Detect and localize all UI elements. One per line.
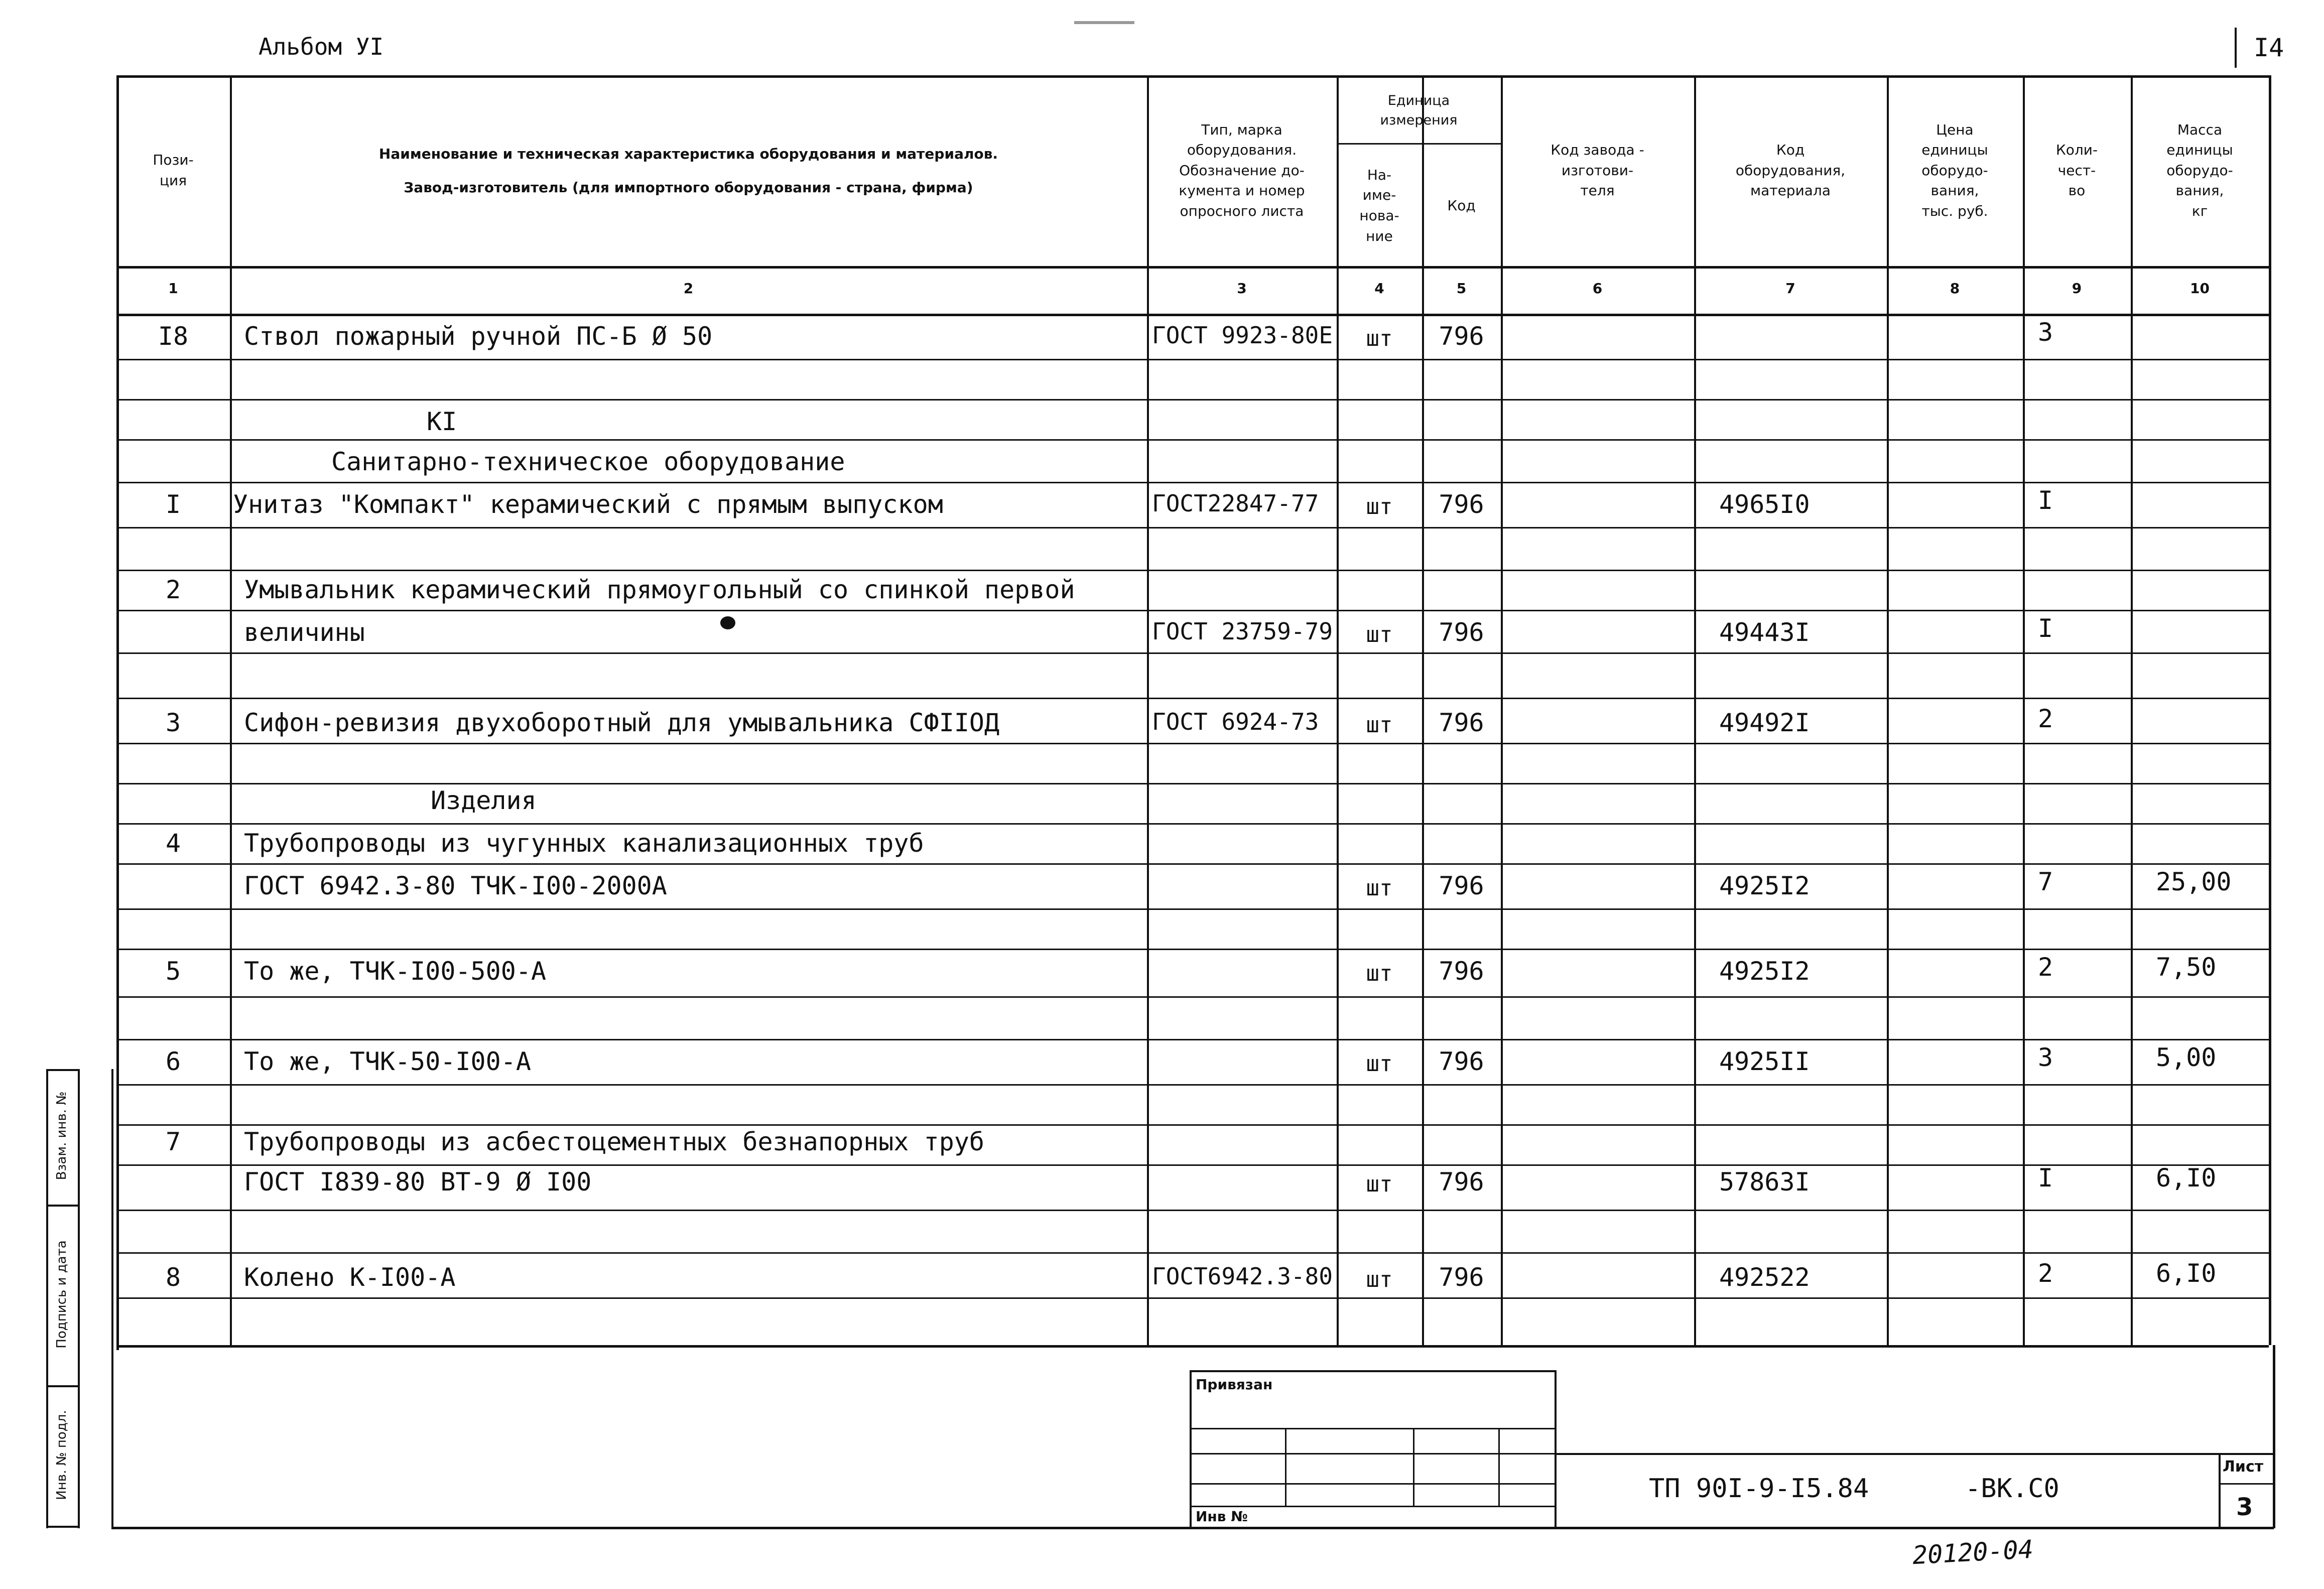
row-unit: шт [1366,1051,1393,1077]
row-name: Ствол пожарный ручной ПС-Б Ø 50 [244,322,713,351]
row-material-code: 49443I [1719,618,1810,647]
row-document: ГОСТ 6924-73 [1152,708,1319,735]
sheet-label: Лист [2223,1458,2264,1476]
row-position: 7 [165,1127,181,1156]
row-quantity: I [2038,486,2053,515]
row-unit: шт [1366,326,1393,351]
column-number-4: 4 [1374,280,1384,297]
column-number-3: 3 [1237,280,1247,297]
row-rule [116,610,2269,611]
row-mass: 25,00 [2156,867,2232,896]
row-quantity: 3 [2038,1043,2053,1072]
row-rule [116,823,2269,825]
column-number-2: 2 [683,280,694,297]
row-rule [116,482,2269,483]
stamp-right [1555,1370,1557,1528]
section-heading: Санитарно-техническое оборудование [331,447,845,476]
side-strip-sep4 [46,1526,79,1528]
row-quantity: I [2038,1163,2053,1193]
row-material-code: 4925II [1719,1047,1810,1076]
row-rule [116,783,2269,784]
row-unit: шт [1366,961,1393,986]
stamp-inv-label: Инв № [1196,1508,1248,1525]
row-document: ГОСТ22847-77 [1152,490,1319,517]
row-unit-code: 796 [1439,708,1484,737]
row-position: 3 [165,708,181,737]
stamp-bound-label: Привязан [1196,1376,1273,1393]
row-name: Колено К-I00-А [244,1263,456,1292]
stamp-col [1498,1428,1500,1506]
column-header-4: На- име- нова- ние [1359,166,1399,244]
stamp-rule [1190,1506,1556,1507]
column-number-8: 8 [1950,280,1960,297]
row-material-code: 492522 [1719,1263,1810,1292]
row-unit: шт [1366,712,1393,738]
row-position: 5 [165,957,181,986]
row-rule [116,399,2269,401]
row-name: Трубопроводы из чугунных канализационных труб [244,829,924,858]
frame-right-edge [2273,1345,2275,1528]
section-heading: КI [427,407,457,436]
column-header-3: Тип, марка оборудования. Обозначение до- кумента и номер опросного листа [1179,121,1305,219]
table-bottom-border [116,1345,2269,1348]
row-rule [116,863,2269,865]
row-rule [116,1039,2269,1040]
frame-left-edge [111,1069,113,1528]
handwritten-number: 20120-04 [1911,1534,2034,1570]
column-number-10: 10 [2190,280,2210,297]
row-name: величины [244,618,365,647]
row-rule [116,527,2269,528]
row-unit-code: 796 [1439,618,1484,647]
frame-bottom-edge [111,1527,2274,1529]
row-rule [116,1297,2269,1299]
column-header-6: Код завода - изготови- теля [1551,142,1644,199]
column-header-1: Пози- ция [153,152,194,189]
stamp-top [1190,1370,1556,1372]
row-rule [116,1124,2269,1126]
row-rule [116,949,2269,950]
stamp-rule [1190,1428,1556,1429]
row-rule [116,1252,2269,1254]
column-number-7: 7 [1785,280,1795,297]
column-number-6: 6 [1592,280,1603,297]
row-quantity: 3 [2038,318,2053,347]
row-mass: 6,I0 [2156,1163,2217,1193]
side-label-inv-orig: Инв. № подл. [54,1410,69,1500]
section-heading: Изделия [431,786,537,815]
row-unit: шт [1366,494,1393,519]
album-label: Альбом УI [259,33,384,60]
column-header-5: Код [1447,197,1476,214]
side-label-inv-replace: Взам. инв. № [54,1091,69,1180]
numbers-bottom-border [116,314,2269,316]
row-unit: шт [1366,622,1393,647]
column-header-2: Наименование и техническая характеристика оборудования и материалов. Завод-изготовитель (для импортного оборудования - страна, фирма) [378,145,998,196]
stamp-designation: ТП 90I-9-I5.84 [1649,1474,1869,1504]
row-rule [116,439,2269,441]
column-divider [2269,75,2271,1345]
row-name: Сифон-ревизия двухоборотный для умывальника СФIIОД [244,708,1000,737]
row-material-code: 49492I [1719,708,1810,737]
row-unit: шт [1366,875,1393,901]
row-rule [116,652,2269,654]
row-unit-code: 796 [1439,1167,1484,1197]
row-material-code: 4965I0 [1719,490,1810,519]
row-name: Трубопроводы из асбестоцементных безнапорных труб [244,1127,985,1156]
row-material-code: 4925I2 [1719,871,1810,900]
row-name: ГОСТ I839-80 ВТ-9 Ø I00 [244,1167,592,1197]
row-unit-code: 796 [1439,490,1484,519]
row-name: Унитаз "Компакт" керамический с прямым выпуском [233,490,943,519]
row-rule [116,1210,2269,1211]
row-quantity: 2 [2038,704,2053,733]
column-header-9: Коли- чест- во [2055,142,2098,199]
row-quantity: 2 [2038,1259,2053,1288]
row-position: 6 [165,1047,181,1076]
sheet-box-divider [2219,1483,2274,1485]
page-number-divider [2235,28,2237,68]
unit-group-divider [1337,143,1501,145]
row-quantity: 2 [2038,953,2053,982]
scan-mark [1074,21,1134,24]
row-rule [116,743,2269,744]
row-mass: 7,50 [2156,953,2217,982]
row-document: ГОСТ 9923-80Е [1152,322,1333,349]
row-material-code: 57863I [1719,1167,1810,1197]
side-strip-border [46,1069,48,1528]
column-number-9: 9 [2072,280,2082,297]
row-document: ГОСТ 23759-79 [1152,618,1333,645]
row-rule [116,908,2269,910]
column-header-8: Цена единицы оборудо- вания, тыс. руб. [1921,121,1988,219]
row-rule [116,996,2269,998]
stamp-rule [1190,1483,1556,1485]
stamp-designation-top [1555,1453,2274,1455]
header-bottom-border [116,266,2269,269]
row-position: 8 [165,1263,181,1292]
row-position: I [165,490,181,519]
row-name: То же, ТЧК-I00-500-А [244,957,547,986]
row-rule [116,359,2269,360]
row-name: ГОСТ 6942.3-80 ТЧК-I00-2000А [244,871,667,900]
row-unit: шт [1366,1267,1393,1292]
stamp-left [1190,1370,1192,1528]
row-quantity: 7 [2038,867,2053,896]
sheet-box-left [2219,1453,2221,1528]
row-rule [116,1084,2269,1086]
row-material-code: 4925I2 [1719,957,1810,986]
column-number-1: 1 [168,280,178,297]
row-rule [116,570,2269,571]
row-rule [116,698,2269,699]
unit-group-header: Единица измерения [1380,92,1458,128]
ink-mark [720,616,735,629]
row-unit-code: 796 [1439,871,1484,900]
row-quantity: I [2038,614,2053,643]
column-number-5: 5 [1456,280,1467,297]
row-document: ГОСТ6942.3-80 [1152,1263,1333,1290]
row-mass: 6,I0 [2156,1259,2217,1288]
row-mass: 5,00 [2156,1043,2217,1072]
row-unit-code: 796 [1439,1263,1484,1292]
row-unit: шт [1366,1171,1393,1197]
row-name: Умывальник керамический прямоугольный со спинкой первой [244,575,1075,604]
row-rule [116,1164,2269,1166]
row-unit-code: 796 [1439,1047,1484,1076]
row-position: I8 [158,322,189,351]
column-header-7: Код оборудования, материала [1735,142,1846,199]
row-unit-code: 796 [1439,322,1484,351]
stamp-col [1413,1428,1414,1506]
row-position: 2 [165,575,181,604]
side-strip-outer [78,1069,80,1528]
row-position: 4 [165,829,181,858]
page-number: I4 [2254,33,2284,62]
sheet-number: 3 [2236,1493,2253,1521]
stamp-rule [1190,1453,1556,1454]
side-label-signature: Подпись и дата [54,1240,69,1349]
stamp-suffix: -ВК.С0 [1965,1474,2059,1504]
stamp-col [1285,1428,1286,1506]
row-unit-code: 796 [1439,957,1484,986]
column-header-10: Масса единицы оборудо- вания, кг [2166,121,2233,219]
row-name: То же, ТЧК-50-I00-А [244,1047,531,1076]
